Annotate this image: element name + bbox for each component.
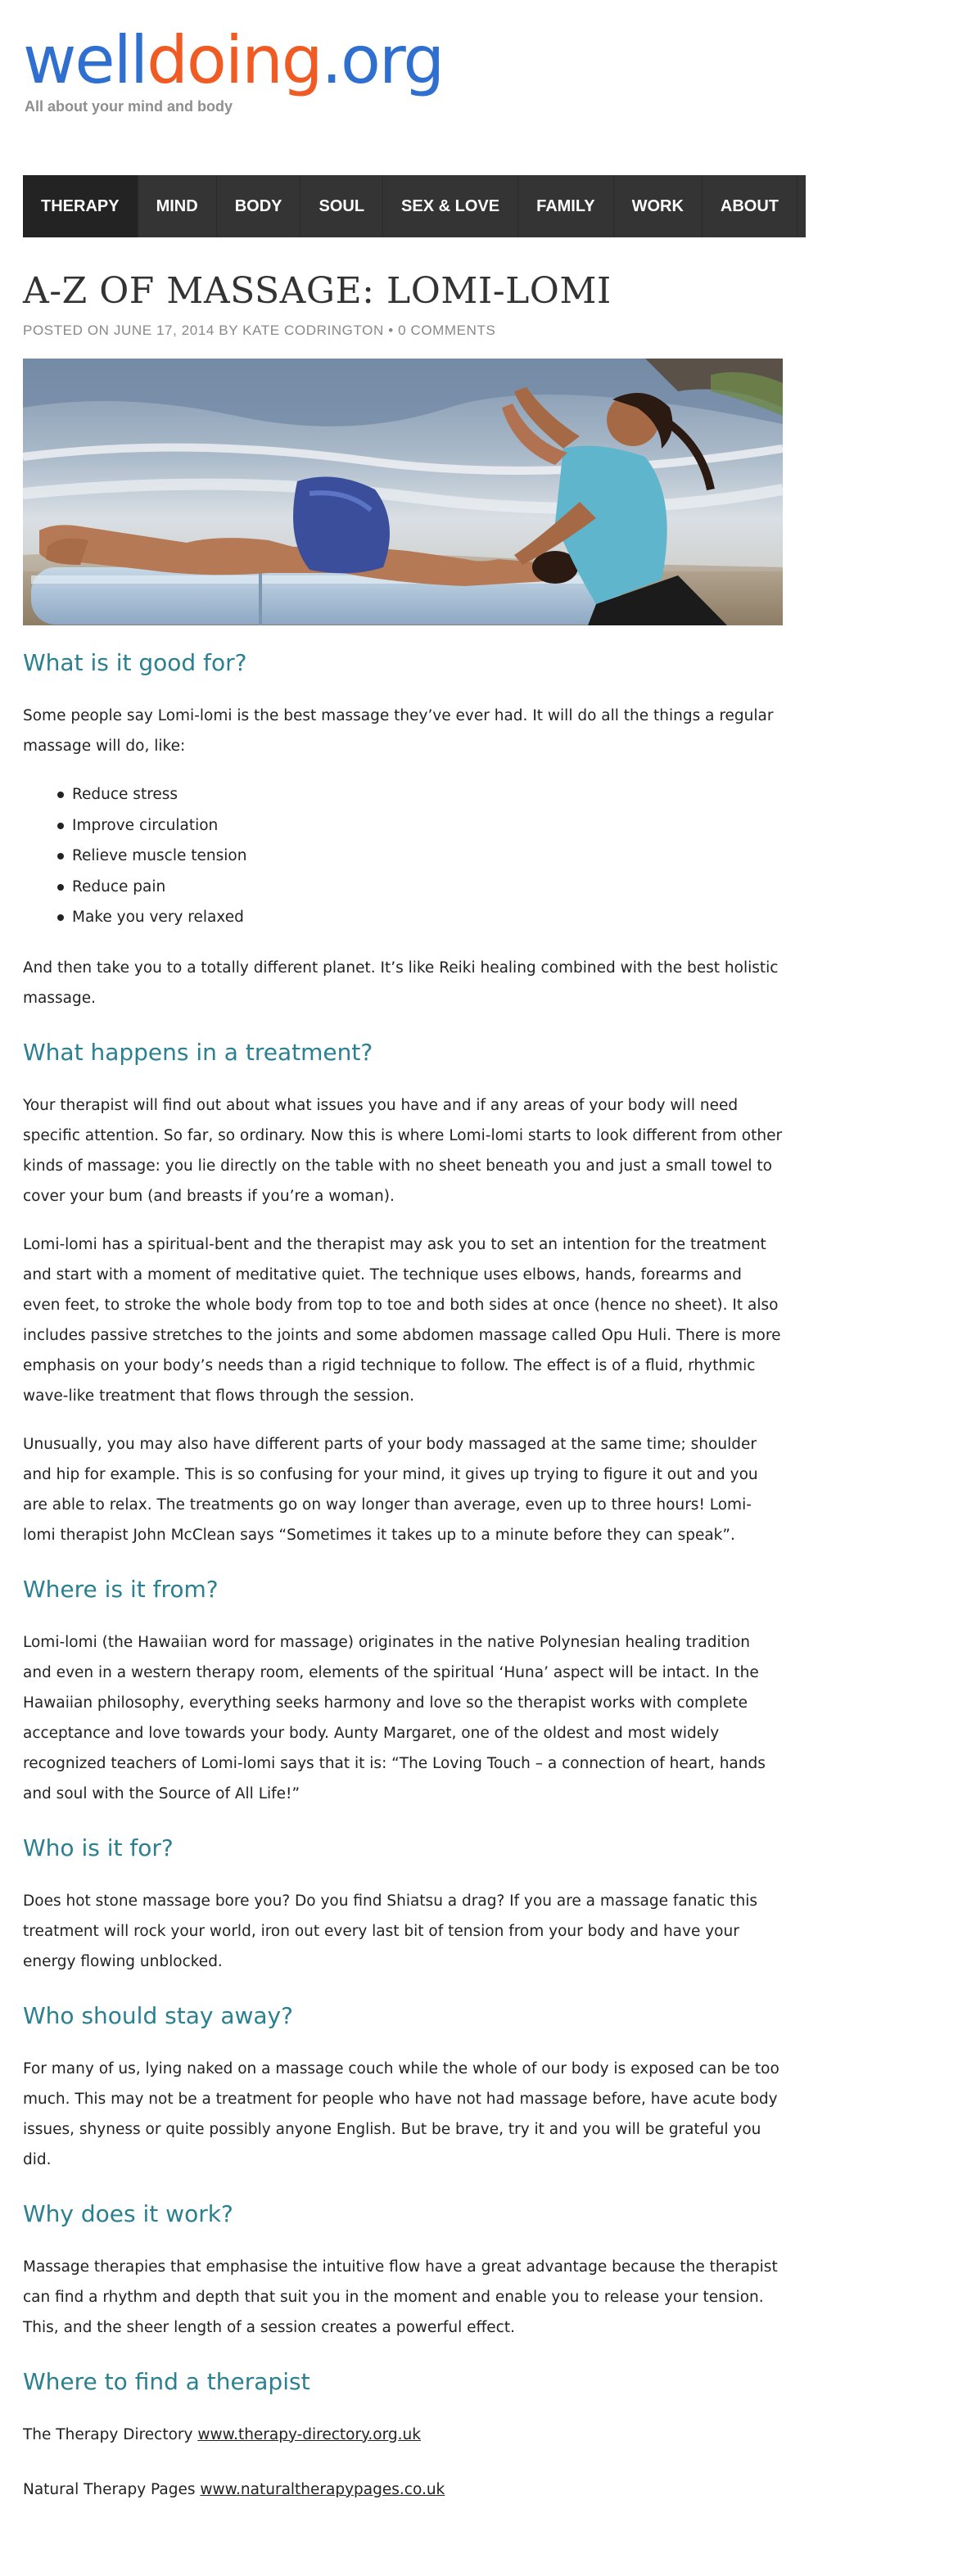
section-heading-who-for: Who is it for? (23, 1834, 174, 1861)
site-logo[interactable] (23, 21, 443, 100)
post-meta: POSTED ON JUNE 17, 2014 BY KATE CODRINGTON • 0 COMMENTS (23, 323, 496, 338)
directory-label: The Therapy Directory (23, 2425, 193, 2443)
logo-wordmark[interactable] (23, 21, 443, 100)
list-item: Improve circulation (72, 810, 783, 841)
paragraph: Massage therapies that emphasise the intuitive flow have a great advantage because the therapist can find a rhythm and depth that suit you in the moment and enable you to release your tension. This, and the sheer length of a session creates a powerful effect. (23, 2258, 778, 2336)
nav-item-soul[interactable]: SOUL (300, 175, 382, 237)
nav-item-sex-love[interactable]: SEX & LOVE (382, 175, 517, 237)
paragraph: And then take you to a totally different planet. It’s like Reiki healing combined with the best holistic massage. (23, 959, 779, 1007)
directory-label: Natural Therapy Pages (23, 2480, 196, 2498)
paragraph: Lomi-lomi has a spiritual-bent and the therapist may ask you to set an intention for the treatment and start with a moment of meditative quiet. The technique uses elbows, hands, forearms and even feet, to stroke the whole body from top to toe and both sides at once (hence no sheet). It also includes passive stretches to the joints and some abdomen massage called Opu Huli. There is more emphasis on your body’s needs than a rigid technique to follow. The effect is of a fluid, rhythmic wave-like treatment that flows through the session. (23, 1235, 781, 1405)
article-body (23, 647, 783, 2520)
hero-image (23, 359, 783, 625)
therapy-directory-link[interactable]: www.therapy-directory.org.uk (197, 2425, 421, 2443)
natural-therapy-pages-link[interactable]: www.naturaltherapypages.co.uk (200, 2480, 445, 2498)
nav-item-about[interactable]: ABOUT (702, 175, 797, 237)
nav-item-family[interactable]: FAMILY (517, 175, 613, 237)
benefits-list (23, 779, 783, 933)
section-heading-good-for: What is it good for? (23, 649, 247, 676)
list-item: Reduce stress (72, 779, 783, 810)
paragraph: Your therapist will find out about what issues you have and if any areas of your body will need specific attention. So far, so ordinary. Now this is where Lomi-lomi starts to look different from other kinds of massage: you lie directly on the table with no sheet beneath you and just a small towel to cover your bum (and breasts if you’re a woman). (23, 1096, 783, 1205)
post-title: A-Z OF MASSAGE: LOMI-LOMI (23, 270, 612, 312)
section-heading-why-works: Why does it work? (23, 2199, 233, 2227)
nav-item-work[interactable]: WORK (613, 175, 702, 237)
list-item: Relieve muscle tension (72, 841, 783, 872)
hero-massage-illustration (23, 359, 783, 625)
section-heading-treatment: What happens in a treatment? (23, 1038, 373, 1066)
list-item: Reduce pain (72, 872, 783, 903)
paragraph: Does hot stone massage bore you? Do you find Shiatsu a drag? If you are a massage fanatic this treatment will rock your world, iron out every last bit of tension from your body and have your energy flowing unblocked. (23, 1892, 757, 1970)
logo-part-org: .org (321, 22, 444, 98)
site-tagline: All about your mind and body (25, 98, 233, 115)
directory-line-therapy (23, 2420, 783, 2450)
logo-part-doing: doing (147, 22, 322, 98)
section-heading-origin: Where is it from? (23, 1575, 219, 1603)
section-heading-stay-away: Who should stay away? (23, 2001, 293, 2029)
nav-item-therapy[interactable]: THERAPY (23, 175, 138, 237)
logo-part-well: well (23, 22, 147, 98)
main-navigation (23, 175, 959, 237)
section-heading-find-therapist: Where to find a therapist (23, 2367, 310, 2395)
nav-item-body[interactable]: BODY (216, 175, 300, 237)
list-item: Make you very relaxed (72, 902, 783, 933)
paragraph: For many of us, lying naked on a massage couch while the whole of our body is exposed can be too much. This may not be a treatment for people who have not had massage before, have acute body issues, shyness or quite possibly anyone English. But be brave, try it and you will be grateful you did. (23, 2059, 779, 2168)
paragraph: Unusually, you may also have different parts of your body massaged at the same time; shoulder and hip for example. This is so confusing for your mind, it gives up trying to figure it out and you are able to relax. The treatments go on way longer than average, even up to three hours! Lomi-lomi therapist John McClean says “Sometimes it takes up to a minute before they can speak”. (23, 1435, 758, 1544)
nav-item-for-therapists[interactable]: FOR THERAPISTS (797, 175, 976, 237)
paragraph: Lomi-lomi (the Hawaiian word for massage) originates in the native Polynesian healing tradition and even in a western therapy room, elements of the spiritual ‘Huna’ aspect will be intact. In the Hawaiian philosophy, everything seeks harmony and love so the therapist works with complete acceptance and love towards your body. Aunty Margaret, one of the oldest and most widely recognized teachers of Lomi-lomi says that it is: “The Loving Touch – a connection of heart, hands and soul with the Source of All Life!” (23, 1633, 766, 1802)
paragraph: Some people say Lomi-lomi is the best massage they’ve ever had. It will do all the things a regular massage will do, like: (23, 707, 774, 755)
nav-item-mind[interactable]: MIND (138, 175, 216, 237)
directory-line-natural (23, 2474, 783, 2505)
